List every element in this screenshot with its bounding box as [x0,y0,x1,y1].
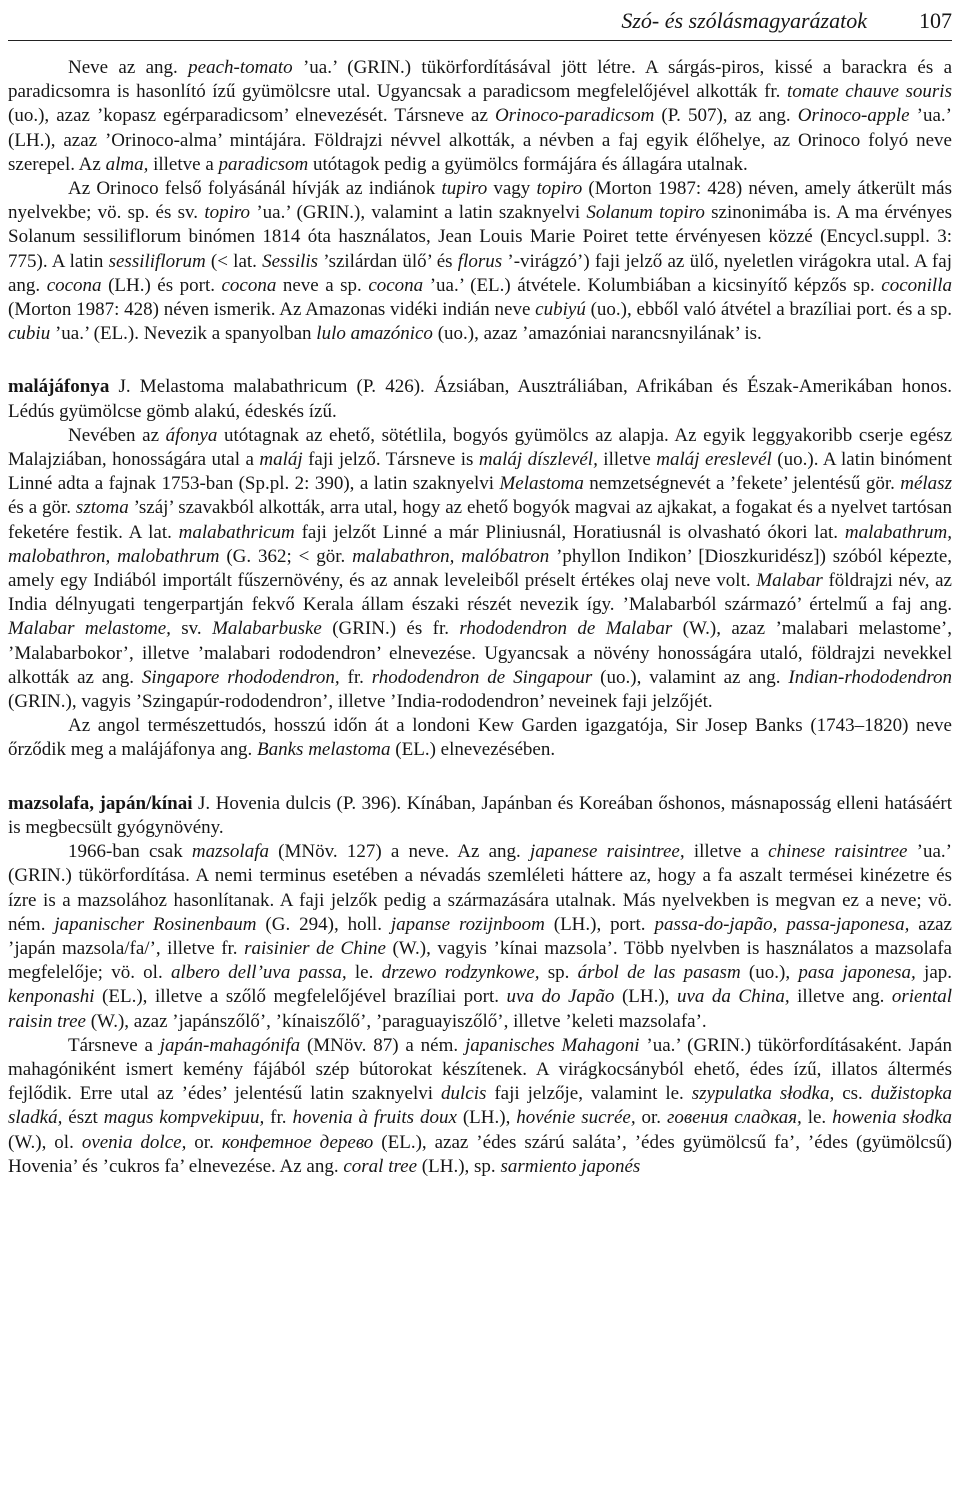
italic-term: japanischer Rosinenbaum [54,913,257,935]
page-body [8,56,952,1179]
italic-term: japán-mahagónifa [159,1034,301,1056]
italic-term: pasa japonesa, [798,962,916,984]
italic-term: говения сладкая, [666,1107,802,1129]
italic-term: sztoma [75,497,129,519]
italic-term: maláj díszlevél, [478,449,598,471]
italic-term: Solanum topiro [586,202,705,224]
italic-term: конфетное дерево [221,1131,374,1153]
italic-term: Malabar [756,570,823,592]
italic-term: Indian-rhododendron [788,666,953,688]
running-title: Szó- és szólásmagyarázatok [621,8,867,33]
italic-term: Sessilis [262,250,319,272]
italic-term: howenia słodka [832,1107,953,1129]
body-paragraph: Nevében az áfonya utótagnak az ehető, sötétlila, bogyós gyümölcs az alapja. Az egyik leggyakoribb cserje egész Malajziában, honosságára utal a maláj faji jelző. Társneve is maláj díszlevél, illetve maláj ereslevél (uo.). A latin binóment Linné adta a fajnak 1753-ban (Sp.pl. 2: 390), a latin szaknyelvi Melastoma nemzetségnevét a ’fekete’ jelentésű gör. mélasz és a gör. sztoma ’száj’ szavakból alkották, arra utal, hogy az ehető bogyók magvai az ajkakat, a fogakat és a nyelvet tartósan feketére festik. A lat. malabathricum faji jelzőt Linné a már Pliniusnál, Horatiusnál is olvasható ókori lat. malabathrum, malobathron, malobathrum (G. 362; < gör. malabathron, malóbatron ’phyllon Indikon’ [Dioszkuridész]) szóból képezte, amely egy Indiából importált fűszernövény, és az annak leveleiből préselt értékes olaj neve volt. Malabar földrajzi név, az India délnyugati tengerpartján fekvő Kerala állam északi részét nevezik így. ’Malabarból származó’ értelmű a faj ang. Malabar melastome, sv. Malabarbuske (GRIN.) és fr. rhododendron de Malabar (W.), azaz ’malabari melastome’, ’Malabarbokor’, illetve ’malabari rododendron’ elnevezése. Ugyancsak a növény honosságára utaló, földrajzi nevekkel alkották az ang. Singapore rhododendron, fr. rhododendron de Singapour (uo.), valamint az ang. Indian-rhododendron (GRIN.), vagyis ’Szingapúr-rododendron’, illetve ’India-rododendron’ neveinek faji jelzőjét. [8,424,953,713]
italic-term: tomate chauve souris [786,81,952,103]
running-header [8,0,952,34]
italic-term: cubiu [8,323,51,345]
italic-term: florus [457,250,503,272]
italic-term: topiro [204,202,251,224]
italic-term: maláj ereslevél [656,449,772,471]
italic-term: sarmiento japonés [500,1155,641,1177]
italic-term: hovenia à fruits doux [292,1107,457,1129]
entry-headword: malájáfonya [8,376,110,398]
italic-term: Orinoco-paradicsom [494,105,655,127]
italic-term: rhododendron de Singapour [371,666,593,688]
italic-term: magus kompvekipuu, [103,1107,265,1129]
italic-term: Malabar melastome, [8,618,171,640]
italic-term: tupiro [441,178,488,200]
italic-term: szypulatka słodka, [691,1083,835,1105]
italic-term: maláj [259,449,303,471]
italic-term: raisinier de Chine [244,937,386,959]
body-paragraph: Az Orinoco felső folyásánál hívják az indiánok tupiro vagy topiro (Morton 1987: 428) néven, amely átkerült más nyelvekbe; vö. sp. és sv. topiro ’ua.’ (GRIN.), valamint a latin szaknyelvi Solanum topiro szinonimába is. A ma érvényes Solanum sessiliflorum binómen 1814 óta használatos, Jean Louis Marie Poiret tette érvényesen közzé (Encycl.suppl. 3: 775). A latin sessiliflorum (< lat. Sessilis ’szilárdan ülő’ és florus ’-virágzó’) faji jelző az ülő, nyeletlen virágokra utal. A faj ang. cocona (LH.) és port. cocona neve a sp. cocona ’ua.’ (EL.) átvétele. Kolumbiában a kicsinyítő képzős sp. coconilla (Morton 1987: 428) néven ismerik. Az Amazonas vidéki indián neve cubiyú (uo.), ebből való átvétel a brazíliai port. és a sp. cubiu ’ua.’ (EL.). Nevezik a spanyolban lulo amazónico (uo.), azaz ’amazóniai narancsnyilának’ is. [8,178,953,345]
italic-term: alma, [105,153,149,175]
italic-term: cocona [46,274,102,296]
italic-term: ovenia dolce, [81,1131,187,1153]
italic-term: japanse rozijnboom [390,913,545,935]
italic-term: malabathron, malóbatron [352,545,550,567]
body-paragraph: Az angol természettudós, hosszú időn át a londoni Kew Garden igazgatója, Sir Josep Banks (1743–1820) neve őrződik meg a malájáfonya ang. Banks melastoma (EL.) elnevezésében. [8,715,952,761]
italic-term: uva da China, [676,986,790,1008]
italic-term: drzewo rodzynkowe, [381,962,540,984]
italic-term: topiro [536,178,583,200]
italic-term: Singapore rhododendron, [141,666,340,688]
italic-term: mazsolafa [191,841,269,863]
italic-term: hovénie sucrée, [516,1107,636,1129]
italic-term: coral tree [343,1155,418,1177]
italic-term: árbol de las pasasm [577,962,741,984]
italic-term: dulcis [440,1083,487,1105]
italic-term: passa-do-japão, passa-japonesa, [654,913,910,935]
dictionary-entry-paragraph: malájáfonya J. Melastoma malabathricum (P. 426). Ázsiában, Ausztráliában, Afrikában és Észak-Amerikában honos. Lédús gyümölcse gömb alakú, édeskés ízű. [8,376,952,422]
dictionary-entry-paragraph: mazsolafa, japán/kínai J. Hovenia dulcis (P. 396). Kínában, Japánban és Koreában őshonos, másnaposság elleni hatásáért is megbecsült gyógynövény. [8,792,952,838]
italic-term: áfonya [165,424,218,446]
italic-term: kenponashi [8,986,95,1008]
body-paragraph: 1966-ban csak mazsolafa (MNöv. 127) a neve. Az ang. japanese raisintree, illetve a chinese raisintree ’ua.’ (GRIN.) tükörfordítása. A nemi terminus esetében a névadás szemléleti háttere az, hogy a fa aszalt termései kinézetre és ízre is a mazsolához hasonlítanak. A faji jelzők pedig a származására utalnak. Más nyelvekben is megvan ez a neve; vö. ném. japanischer Rosinenbaum (G. 294), holl. japanse rozijnboom (LH.), port. passa-do-japão, passa-japonesa, azaz ’japán mazsola/fa/’, illetve fr. raisinier de Chine (W.), vagyis ’kínai mazsola’. Több nyelvben is használatos a mazsolafa megfelelője; vö. ol. albero dell’uva passa, le. drzewo rodzynkowe, sp. árbol de las pasasm (uo.), pasa japonesa, jap. kenponashi (EL.), illetve a szőlő megfelelőjével brazíliai port. uva do Japão (LH.), uva da China, illetve ang. oriental raisin tree (W.), azaz ’japánszőlő’, ’kínaiszőlő’, ’paraguayiszőlő’, illetve ’keleti mazsolafa’. [8,841,953,1032]
italic-term: coconilla [881,274,952,296]
body-paragraph: Neve az ang. peach-tomato ’ua.’ (GRIN.) tükörfordításával jött létre. A sárgás-piros, kissé a barackra és a paradicsomra is hasonlító ízű gyümölcsre utal. Ugyancsak a paradicsom megfelelőjével alkották fr. tomate chauve souris (uo.), azaz ’kopasz egérparadicsom’ elnevezését. Társneve az Orinoco-paradicsom (P. 507), az ang. Orinoco-apple ’ua.’ (LH.), azaz ’Orinoco-alma’ mintájára. Földrajzi névvel alkották, a névben a faj egyik élőhelye, az Orinoco folyó neve szerepel. Az alma, illetve a paradicsom utótagok pedig a gyümölcs formájára és állagára utalnak. [8,57,952,175]
italic-term: dužistopka sladká, [8,1083,952,1129]
italic-term: mélasz [900,473,952,495]
italic-term: sessiliflorum [108,250,206,272]
italic-term: uva do Japão [506,986,615,1008]
italic-term: japanese raisintree, [529,841,685,863]
italic-term: Malabarbuske [212,618,322,640]
italic-term: malabathricum [178,521,295,543]
italic-term: Banks melastoma [257,739,391,761]
italic-term: cocona [221,274,277,296]
italic-term: rhododendron de Malabar [459,618,673,640]
italic-term: paradicsom [218,153,309,175]
italic-term: Melastoma [499,473,584,495]
italic-term: Orinoco-apple [797,105,910,127]
italic-term: oriental raisin tree [8,986,953,1032]
body-paragraph: Társneve a japán-mahagónifa (MNöv. 87) a ném. japanisches Mahagoni ’ua.’ (GRIN.) tükörfordításaként. Japán mahagóniként ismert kemény fájából szép bútorokat készítenek. A virágkocsányból ehető, édes ízű, illatos áltermés fejlődik. Erre utal az ’édes’ jelentésű latin szaknyelvi dulcis faji jelzője, valamint le. szypulatka słodka, cs. dužistopka sladká, észt magus kompvekipuu, fr. hovenia à fruits doux (LH.), hovénie sucrée, or. говения сладкая, le. howenia słodka (W.), ol. ovenia dolce, or. конфетное дерево (EL.), azaz ’édes szárú saláta’, ’édes gyümölcsű fa’, ’édes (gyümölcsű) Hovenia’ és ’cukros fa’ elnevezése. Az ang. coral tree (LH.), sp. sarmiento japonés [8,1034,953,1177]
entry-separator [8,763,952,792]
italic-term: chinese raisintree [768,841,908,863]
italic-term: japanisches Mahagoni [464,1034,640,1056]
italic-term: cocona [368,274,424,296]
page-number: 107 [919,8,952,33]
header-rule [8,40,952,41]
italic-term: peach-tomato [188,57,293,78]
italic-term: lulo amazónico [316,323,433,345]
italic-term: albero dell’uva passa, [170,962,347,984]
entry-headword: mazsolafa, japán/kínai [8,792,193,814]
italic-term: cubiyú [535,299,586,321]
entry-separator [8,346,952,375]
italic-term: malabathrum, malobathron, malobathrum [8,521,952,567]
